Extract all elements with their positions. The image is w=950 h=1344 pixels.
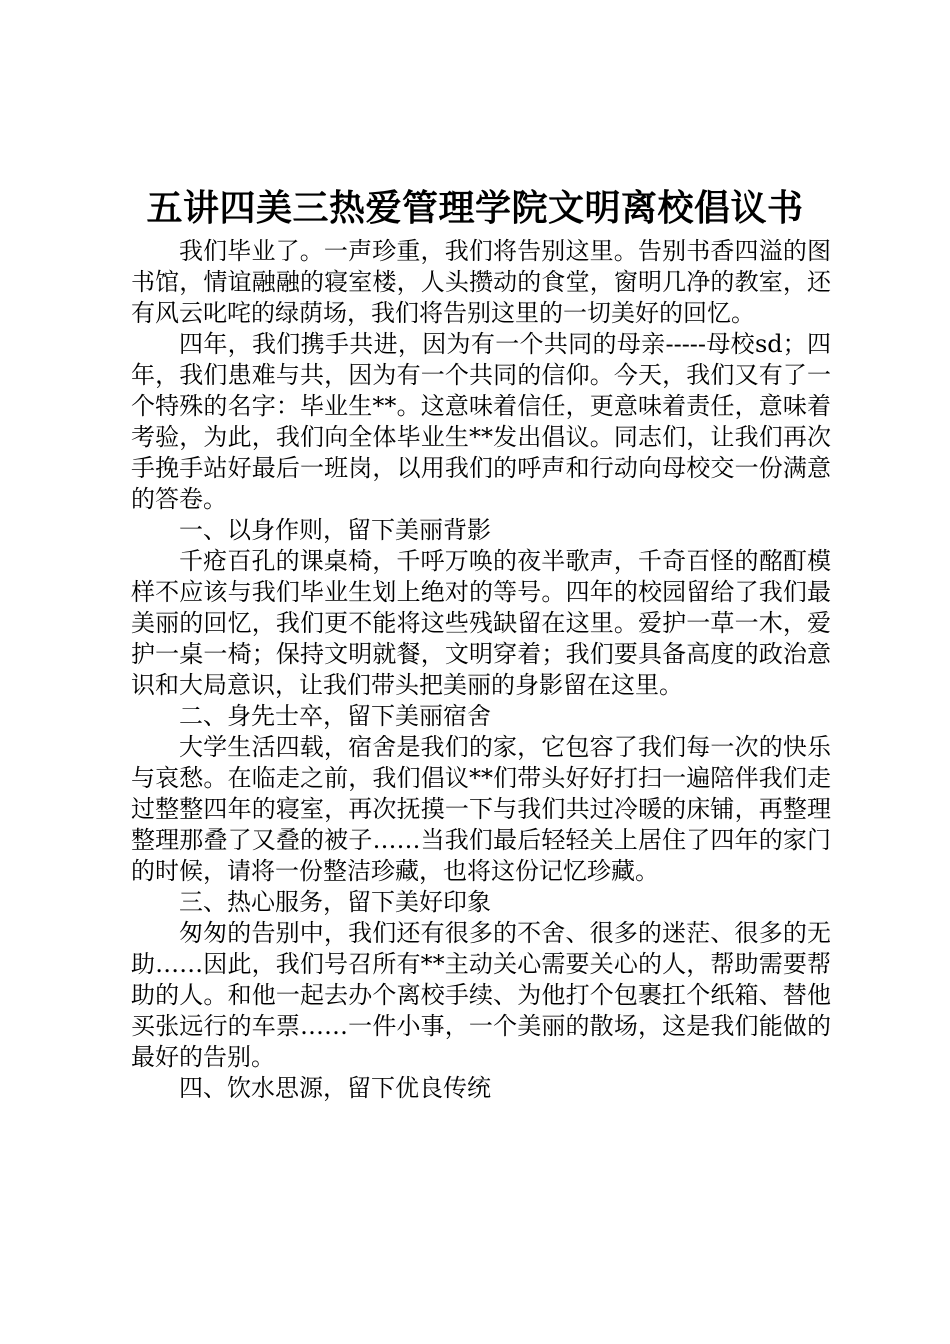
paragraph-intro: 我们毕业了。一声珍重，我们将告别这里。告别书香四溢的图书馆，情谊融融的寝室楼，人头攒动的食堂，窗明几净的教室，还有风云叱咤的绿荫场，我们将告别这里的一切美好的回忆。 (131, 237, 831, 327)
paragraph-four-years: 四年，我们携手共进，因为有一个共同的母亲-----母校sd；四年，我们患难与共，因为有一个共同的信仰。今天，我们又有了一个特殊的名字：毕业生**。这意味着信任，更意味着责任，意味着考验，为此，我们向全体毕业生**发出倡议。同志们，让我们再次手挽手站好最后一班岗，以用我们的呼声和行动向母校交一份满意的答卷。 (131, 330, 831, 513)
section-heading-3: 三、热心服务，留下美好印象 (179, 888, 491, 916)
paragraph-section-2: 大学生活四载，宿舍是我们的家，它包容了我们每一次的快乐与哀愁。在临走之前，我们倡议**们带头好好打扫一遍陪伴我们走过整整四年的寝室，再次抚摸一下与我们共过冷暖的床铺，再整理整理那叠了又叠的被子……当我们最后轻轻关上居住了四年的家门的时候，请将一份整洁珍藏，也将这份记忆珍藏。 (131, 733, 831, 885)
document-title: 五讲四美三热爱管理学院文明离校倡议书 (146, 187, 804, 229)
paragraph-section-1: 千疮百孔的课桌椅，千呼万唤的夜半歌声，千奇百怪的酩酊模样不应该与我们毕业生划上绝对的等号。四年的校园留给了我们最美丽的回忆，我们更不能将这些残缺留在这里。爱护一草一木，爱护一桌一椅；保持文明就餐，文明穿着；我们要具备高度的政治意识和大局意识，让我们带头把美丽的身影留在这里。 (131, 547, 831, 699)
section-heading-4: 四、饮水思源，留下优良传统 (179, 1074, 491, 1102)
paragraph-section-3: 匆匆的告别中，我们还有很多的不舍、很多的迷茫、很多的无助……因此，我们号召所有**主动关心需要关心的人，帮助需要帮助的人。和他一起去办个离校手续、为他打个包裹扛个纸箱、替他买张远行的车票……一件小事，一个美丽的散场，这是我们能做的最好的告别。 (131, 919, 831, 1071)
section-heading-1: 一、以身作则，留下美丽背影 (179, 516, 491, 544)
section-heading-2: 二、身先士卒，留下美丽宿舍 (179, 702, 491, 730)
document-body (131, 236, 831, 1104)
